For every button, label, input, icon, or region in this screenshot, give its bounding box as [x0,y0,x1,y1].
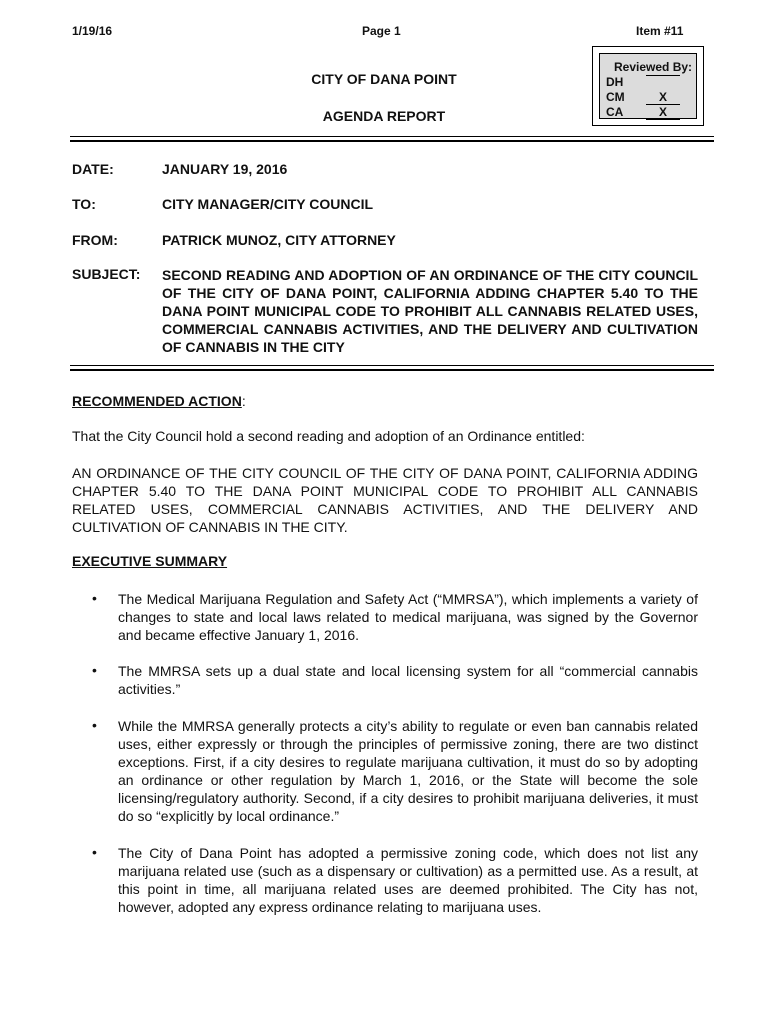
review-label: CA [606,105,624,119]
city-name: CITY OF DANA POINT [311,71,457,87]
from-label: FROM: [72,232,118,248]
subject-label: SUBJECT: [72,266,141,282]
recommended-action-title: RECOMMENDED ACTION [72,393,242,409]
review-row-ca [606,105,667,119]
executive-summary-heading: EXECUTIVE SUMMARY [72,553,228,569]
header-page-number: Page 1 [362,24,401,38]
bullet-symbol: • [92,717,97,733]
ordinance-title: AN ORDINANCE OF THE CITY COUNCIL OF THE CITY OF DANA POINT, CALIFORNIA ADDING CHAPTER 5.40 TO THE DANA POINT MUNICIPAL CODE TO PROHIBIT ALL CANNABIS RELATED USES, COMMERCIAL CANNABIS ACTIVITIES, AND THE DELIVERY AND CULTIVATION OF CANNABIS IN THE CITY. [72,465,698,535]
to-label: TO: [72,196,96,212]
reviewed-by-title: Reviewed By: [614,60,693,74]
from-value: PATRICK MUNOZ, CITY ATTORNEY [162,232,396,248]
date-label: DATE: [72,161,114,177]
divider-top-2 [70,140,714,142]
header-item-number: Item #11 [636,24,684,38]
recommended-action-colon: : [241,393,246,409]
subject-value: SECOND READING AND ADOPTION OF AN ORDINANCE OF THE CITY COUNCIL OF THE CITY OF DANA POINT, CALIFORNIA ADDING CHAPTER 5.40 TO THE DANA POINT MUNICIPAL CODE TO PROHIBIT ALL CANNABIS RELATED USES, COMMERCIAL CANNABIS ACTIVITIES, AND THE DELIVERY AND CULTIVATION OF CANNABIS IN THE CITY [162,267,698,355]
review-mark: X [646,105,680,120]
recommended-action-intro: That the City Council hold a second reading and adoption of an Ordinance entitled: [72,428,585,444]
summary-bullet-3-text: While the MMRSA generally protects a city’s ability to regulate or even ban cannabis related uses, either expressly or through the principles of permissive zoning, there are two distinct exceptions. First, if a city desires to regulate marijuana cultivation, it must do so by adopting an ordinance or other regulation by March 1, 2016, or the State will become the sole licensing/regulatory authority. Second, if a city desires to prohibit marijuana deliveries, it must do so “explicitly by local ordinance.” [118,718,698,824]
review-label: CM [606,90,625,104]
bullet-symbol: • [92,590,97,606]
report-title: AGENDA REPORT [322,108,446,124]
to-value: CITY MANAGER/CITY COUNCIL [162,196,374,212]
summary-bullet-1-text: The Medical Marijuana Regulation and Safety Act (“MMRSA”), which implements a variety of changes to state and local laws related to medical marijuana, was signed by the Governor and became effective January 1, 2016. [118,591,698,643]
divider-mid-2 [70,369,714,371]
divider-top-1 [70,136,714,137]
header-date: 1/19/16 [72,24,113,38]
review-mark [646,75,680,76]
bullet-symbol: • [92,662,97,678]
review-row-cm [606,90,667,104]
review-label: DH [606,75,624,89]
summary-bullet-4-text: The City of Dana Point has adopted a permissive zoning code, which does not list any marijuana related use (such as a dispensary or cultivation) as a permitted use. As a result, at this point in time, all marijuana related uses are deemed prohibited. The City has not, however, adopted any express ordinance relating to marijuana uses. [118,845,698,915]
date-value: JANUARY 19, 2016 [162,161,288,177]
reviewed-by-box [592,46,704,126]
bullet-symbol: • [92,844,97,860]
recommended-action-heading [72,393,246,409]
review-mark: X [646,90,680,105]
divider-mid-1 [70,365,714,366]
summary-bullet-2-text: The MMRSA sets up a dual state and local licensing system for all “commercial cannabis activities.” [118,663,698,697]
review-row-dh [606,75,623,89]
